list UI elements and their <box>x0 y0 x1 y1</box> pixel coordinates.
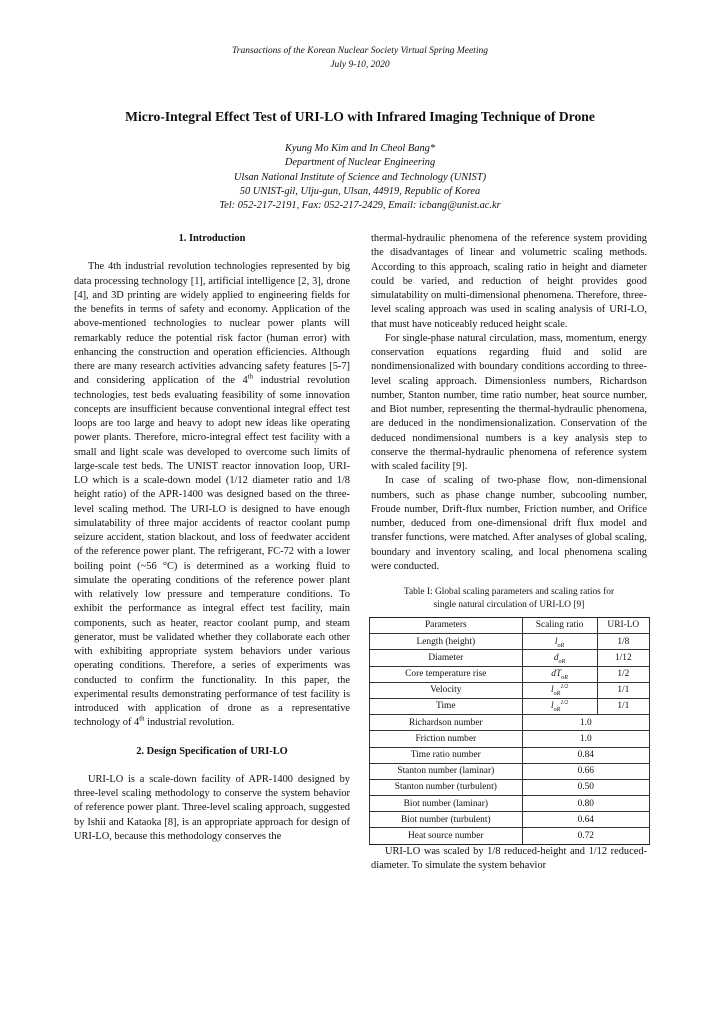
author-contact: Tel: 052-217-2191, Fax: 052-217-2429, Email: icbang@unist.ac.kr <box>219 200 501 212</box>
table-cell-value: 0.64 <box>522 812 649 828</box>
table-row <box>370 747 650 763</box>
right-paragraph-1: thermal-hydraulic phenomena of the reference system providing the disadvantages of linear and volumetric scaling methods. According to this approach, scaling ratio in height and diameter could be varied, and reduction of height provides good simulatability on multi-dimensional phenomena. Therefore, three-level scaling approach was used in scaling analysis of URI-LO, that must have noticeably reduced height scale. <box>371 233 647 330</box>
table-cell-value: 0.80 <box>522 796 649 812</box>
table-caption-line1: Table I: Global scaling parameters and scaling ratios for <box>403 587 615 597</box>
table-cell-value: 0.50 <box>522 779 649 795</box>
table-header-cell: URI-LO <box>597 618 649 634</box>
ratio-symbol: d <box>553 652 559 663</box>
table-row <box>370 682 650 698</box>
table-cell-parameter: Richardson number <box>370 715 523 731</box>
running-head-title: Transactions of the Korean Nuclear Society Virtual Spring Meeting <box>232 46 488 56</box>
section-heading-introduction: 1. Introduction <box>178 233 246 244</box>
running-head-date: July 9-10, 2020 <box>330 60 390 70</box>
table-cell-scaling-ratio <box>522 682 597 698</box>
table-cell-value: 1.0 <box>522 715 649 731</box>
ratio-symbol: l <box>551 701 554 712</box>
table-cell-scaling-ratio <box>522 650 597 666</box>
table-row <box>370 715 650 731</box>
ratio-subscript: oR <box>553 691 561 698</box>
table-cell-value: 0.72 <box>522 828 649 844</box>
table-cell-scaling-ratio <box>522 634 597 650</box>
section-heading-design: 2. Design Specification of URI-LO <box>136 745 288 757</box>
author-department: Department of Nuclear Engineering <box>284 157 436 169</box>
table-header-cell: Scaling ratio <box>522 618 597 634</box>
table-cell-value: 1/1 <box>597 698 649 714</box>
paper-title: Micro-Integral Effect Test of URI-LO with Infrared Imaging Technique of Drone <box>125 109 595 124</box>
ratio-subscript: oR <box>558 658 566 665</box>
author-institution: Ulsan National Institute of Science and Technology (UNIST) <box>233 171 487 183</box>
ratio-superscript: 1/2 <box>560 684 569 691</box>
table-cell-parameter: Velocity <box>370 682 523 698</box>
author-address: 50 UNIST-gil, Ulju-gun, Ulsan, 44919, Republic of Korea <box>239 185 481 197</box>
author-block <box>40 142 680 213</box>
table-row <box>370 779 650 795</box>
table-header-row <box>370 618 650 634</box>
table-cell-value: 1/8 <box>597 634 649 650</box>
right-paragraph-2: For single-phase natural circulation, mass, momentum, energy conservation equations regarding fluid and solid are nondimensionalized with boundary conditions according to three-level scaling approach. Dimensionless numbers, Richardson number, Stanton number, time ratio number, heat source number, and Biot number, representing the thermal-hydraulic phenomena, are deduced in the nondimensionalization. Conservation of the deduced nondimensional numbers is a key analysis step to conserve the thermal-hydraulic phenomena of reference system with scaled facility [9]. <box>371 332 647 472</box>
table-row <box>370 763 650 779</box>
table-cell-parameter: Core temperature rise <box>370 666 523 682</box>
table-cell-value: 1/12 <box>597 650 649 666</box>
table-cell-scaling-ratio <box>522 698 597 714</box>
ratio-symbol: dT <box>551 669 562 680</box>
table-row <box>370 698 650 714</box>
table-caption-line2: single natural circulation of URI-LO [9] <box>433 600 585 610</box>
ratio-superscript: 1/2 <box>560 700 569 707</box>
right-paragraph-4: URI-LO was scaled by 1/8 reduced-height and 1/12 reduced-diameter. To simulate the system behavior <box>371 845 647 871</box>
table-cell-scaling-ratio <box>522 666 597 682</box>
table-cell-parameter: Stanton number (laminar) <box>370 763 523 779</box>
table-cell-parameter: Diameter <box>370 650 523 666</box>
table-cell-value: 1/1 <box>597 682 649 698</box>
table-cell-parameter: Time ratio number <box>370 747 523 763</box>
table-cell-parameter: Heat source number <box>370 828 523 844</box>
scaling-table <box>369 617 650 845</box>
table-cell-parameter: Biot number (laminar) <box>370 796 523 812</box>
table-cell-value: 0.66 <box>522 763 649 779</box>
table-row <box>370 650 650 666</box>
intro-superscript-2: th <box>139 715 145 723</box>
table-caption <box>371 586 647 612</box>
table-cell-value: 1.0 <box>522 731 649 747</box>
right-paragraph-3: In case of scaling of two-phase flow, non-dimensional numbers, such as phase change number, subcooling number, Froude number, Drift-flux number, Friction number, and Orifice number, deduced from one-dimensional drift flux model and transfer functions, were matched. After analyses of global scaling, boundary and inventory scaling, and local phenomena scaling were conducted. <box>371 475 647 572</box>
author-names: Kyung Mo Kim and In Cheol Bang* <box>284 143 436 154</box>
ratio-subscript: oR <box>561 674 568 681</box>
table-header-cell: Parameters <box>370 618 523 634</box>
right-column <box>371 232 647 873</box>
table-cell-value: 1/2 <box>597 666 649 682</box>
table-row <box>370 666 650 682</box>
table-cell-parameter: Stanton number (turbulent) <box>370 779 523 795</box>
intro-superscript: th <box>247 373 254 381</box>
table-row <box>370 796 650 812</box>
intro-paragraph <box>74 260 350 730</box>
ratio-symbol: l <box>554 636 558 647</box>
ratio-symbol: l <box>551 685 554 696</box>
intro-text-part2: industrial revolution technologies, test beds evaluating feasibility of some innovation concepts are insufficient because conventional integral effect test loops are too large and heavy to adopt new ideas like operating power plants. Therefore, micro-integral effect test facility with a small and light scale was developed to overcome such limits of large-scale test beds. The UNIST reactor innovation loop, URI-LO which is a scale-down model (1/12 diameter ratio and 1/8 height ratio) of the APR-1400 was designed based on the three-level scaling method. The URI-LO is designed to have enough simulatability of three major accidents of reactor coolant pump seizure accident, station blackout, and loss of feedwater accident of the reference power plant. The refrigerant, FC-72 with a lower boiling point (~56 °C) is determined as a working fluid to simulate the operating conditions of the reference power plant with relatively low pressure and temperature conditions. To exhibit the performance as integral effect test facility, main components, such as heater, reactor coolant pump, and steam generator, must be validated whether they collaborate each other with exhibiting appropriate system behaviors under various operating conditions. Therefore, a series of experiments was conducted to confirm the functionality. In this paper, the experimental results demonstrating performance of test facility is introduced with application of drone as a representative technology of 4 <box>74 375 350 729</box>
table-cell-parameter: Length (height) <box>370 634 523 650</box>
left-column <box>74 232 350 844</box>
table-row <box>370 812 650 828</box>
table-row <box>370 731 650 747</box>
table-row <box>370 828 650 844</box>
ratio-subscript: oR <box>557 642 565 649</box>
ratio-subscript: oR <box>553 707 561 714</box>
table-row <box>370 634 650 650</box>
table-cell-parameter: Time <box>370 698 523 714</box>
table-cell-value: 0.84 <box>522 747 649 763</box>
design-paragraph: URI-LO is a scale-down facility of APR-1400 designed by three-level scaling methodology to conserve the system behavior of reference power plant. Three-level scaling approach, suggested by Ishii and Kataoka [8], is an appropriate approach for design of URI-LO, because this methodology conserves the <box>74 773 350 842</box>
table-cell-parameter: Biot number (turbulent) <box>370 812 523 828</box>
intro-text-part1: The 4th industrial revolution technologies represented by big data processing technology [1], artificial intelligence [2, 3], drone [4], and 3D printing are widely applied to engineering fields for the benefits in terms of safety and economy. Application of the above-mentioned technologies to nuclear power plants will remarkably reduce the potential risk factor (human error) with enhancing the construction and operation efficiencies. Although there are many research activities advancing safety features [5-7] and considering application of the 4 <box>74 261 350 387</box>
intro-text-part3: industrial revolution. <box>144 717 235 729</box>
table-cell-parameter: Friction number <box>370 731 523 747</box>
